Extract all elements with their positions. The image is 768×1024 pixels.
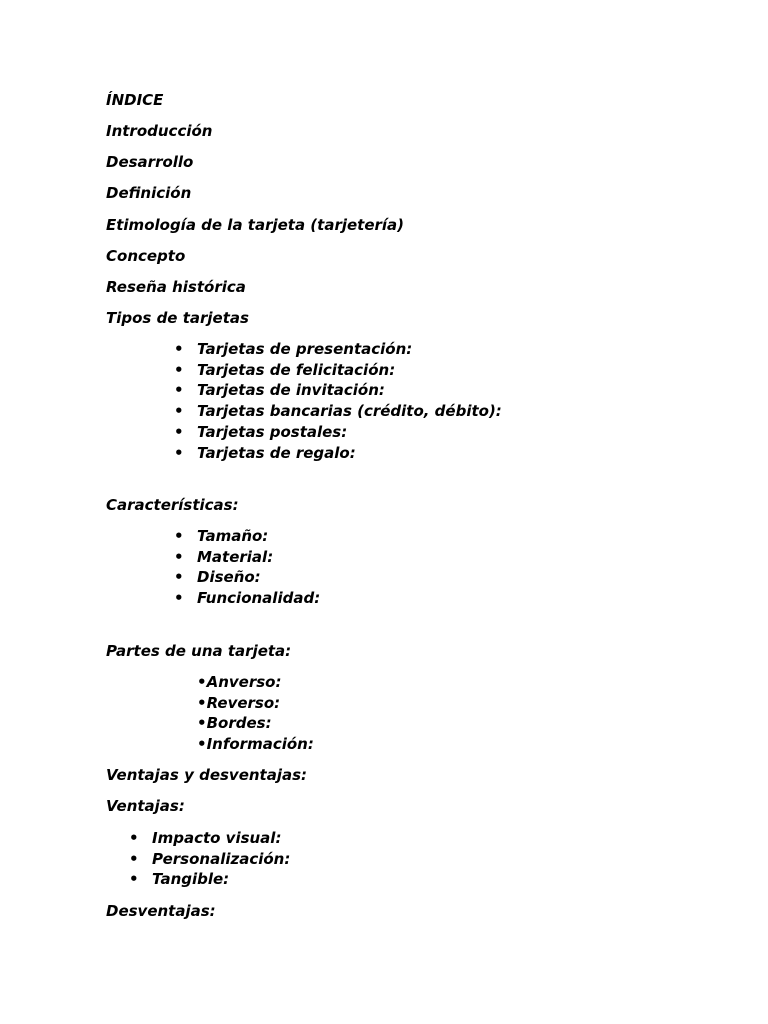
bullet-icon: • xyxy=(174,360,184,379)
list-item: •Bordes: xyxy=(197,714,272,733)
ventajas-list xyxy=(129,828,291,890)
bullet-icon: • xyxy=(174,547,184,566)
caracteristicas-list xyxy=(174,526,321,609)
desventajas-heading: Desventajas: xyxy=(106,902,216,920)
list-item: • Funcionalidad: xyxy=(174,589,321,608)
toc-concepto: Concepto xyxy=(106,247,186,265)
list-item: • Tarjetas de felicitación: xyxy=(174,360,396,379)
ventajas-desventajas-heading: Ventajas y desventajas: xyxy=(106,766,308,784)
list-item: • Tarjetas de invitación: xyxy=(174,381,385,400)
ventajas-heading: Ventajas: xyxy=(106,797,185,815)
bullet-icon: • xyxy=(174,422,184,441)
toc-introduccion: Introducción xyxy=(106,122,213,140)
list-item: • Material: xyxy=(174,547,274,566)
bullet-icon: • xyxy=(129,870,139,889)
list-item: • Tarjetas de presentación: xyxy=(174,340,413,358)
bullet-icon: • xyxy=(174,443,184,462)
bullet-icon: • xyxy=(197,693,207,712)
bullet-icon: • xyxy=(197,673,207,691)
toc-tipos-heading: Tipos de tarjetas xyxy=(106,309,249,327)
bullet-icon: • xyxy=(129,829,139,847)
tipos-list xyxy=(174,339,502,463)
list-item: •Anverso: xyxy=(197,673,282,691)
partes-list xyxy=(197,672,314,755)
list-item: • Tarjetas postales: xyxy=(174,422,348,441)
bullet-icon: • xyxy=(174,589,184,608)
bullet-icon: • xyxy=(174,527,184,545)
list-item: • Diseño: xyxy=(174,568,261,587)
bullet-icon: • xyxy=(174,402,184,421)
list-item: • Tarjetas de regalo: xyxy=(174,443,356,462)
list-item: • Tarjetas bancarias (crédito, débito): xyxy=(174,402,502,421)
list-item: •Reverso: xyxy=(197,693,281,712)
list-item: • Impacto visual: xyxy=(129,829,282,847)
bullet-icon: • xyxy=(197,714,207,733)
partes-heading: Partes de una tarjeta: xyxy=(106,642,292,660)
bullet-icon: • xyxy=(174,568,184,587)
caracteristicas-heading: Características: xyxy=(106,496,239,514)
toc-definicion: Definición xyxy=(106,184,192,202)
list-item: • Personalización: xyxy=(129,849,291,868)
bullet-icon: • xyxy=(129,849,139,868)
index-heading: ÍNDICE xyxy=(106,91,164,109)
toc-resena: Reseña histórica xyxy=(106,278,246,296)
toc-etimologia: Etimología de la tarjeta (tarjetería) xyxy=(106,216,405,234)
list-item: •Información: xyxy=(197,735,314,754)
bullet-icon: • xyxy=(174,381,184,400)
list-item: • Tangible: xyxy=(129,870,230,889)
list-item: • Tamaño: xyxy=(174,527,269,545)
toc-desarrollo: Desarrollo xyxy=(106,153,194,171)
bullet-icon: • xyxy=(197,735,207,754)
bullet-icon: • xyxy=(174,340,184,358)
